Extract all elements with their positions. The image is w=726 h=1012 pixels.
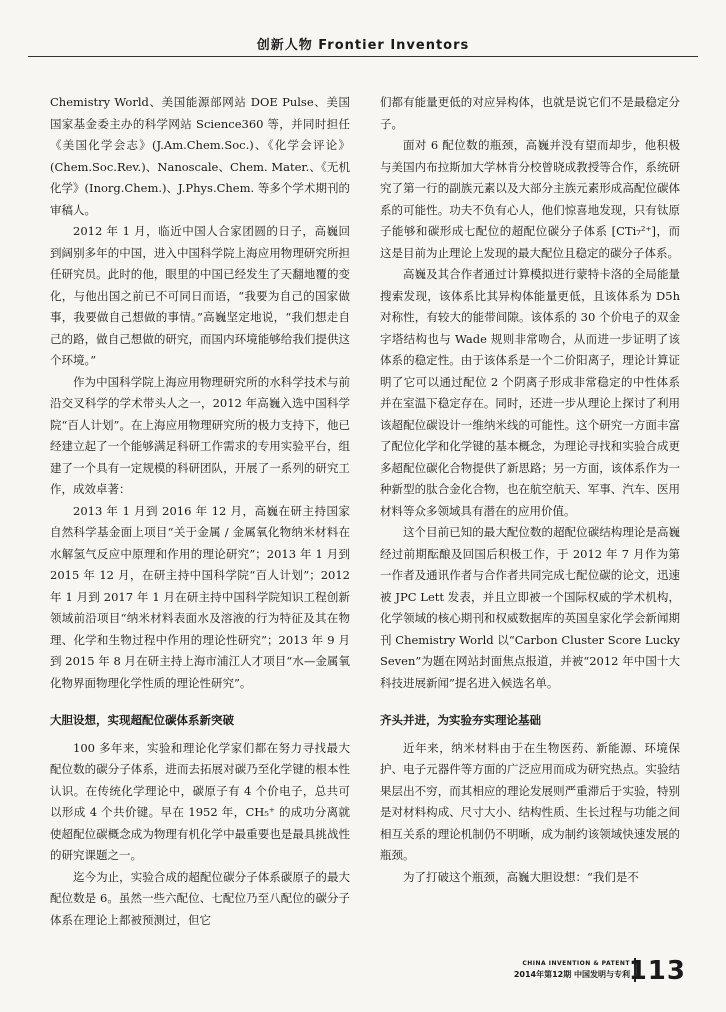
page-number: 113 [628, 956, 686, 986]
paragraph: 作为中国科学院上海应用物理研究所的水科学技术与前沿交叉科学的学术带头人之一，2012 年高巍入选中国科学院“百人计划”。在上海应用物理研究所的极力支持下，他已经建立起了一个能够满足科研工作需求的专用实验平台，组建了一个具有一定规模的科研团队，开展了一系列的研究工作，成效卓著： [50, 374, 350, 496]
section-heading: 齐头并进，为实验夯实理论基础 [380, 713, 541, 727]
right-column [380, 92, 680, 888]
footer-journal-en: CHINA INVENTION & PATENT [522, 960, 630, 967]
paragraph: 们都有能量更低的对应异构体，也就是说它们不是最稳定分子。 [380, 95, 680, 131]
header-rule [28, 56, 698, 57]
paragraph: 为了打破这个瓶颈，高巍大胆设想：“我们是不 [403, 869, 639, 884]
paragraph: 100 多年来，实验和理论化学家们都在努力寻找最大配位数的碳分子体系，进而去拓展对碳乃至化学键的根本性认识。在传统化学理论中，碳原子有 4 个价电子，总共可以形成 4 个共价键。早在 1952 年，CH₅⁺ 的成功分离就使超配位碳概念成为物理有机化学中最重要也是最具挑战性的研究课题之一。 [50, 740, 350, 862]
header-title: 创新人物 Frontier Inventors [256, 38, 470, 53]
paragraph: 2012 年 1 月，临近中国人合家团圆的日子，高巍回到阔别多年的中国，进入中国科学院上海应用物理研究所担任研究员。此时的他，眼里的中国已经发生了天翻地覆的变化，与他出国之前已不可同日而语，“我要为自己的国家做事，我要做自己想做的事情。”高巍坚定地说，“我们想走自己的路，做自己想做的研究，而国内环境能够给我们提供这个环境。” [50, 224, 350, 367]
footer-issue: 2014年第12期 中国发明与专利 [513, 970, 630, 979]
paragraph: Chemistry World、美国能源部网站 DOE Pulse、美国国家基金委主办的科学网站 Science360 等，并同时担任《美国化学会志》(J.Am.Chem.Soc.)、《化学会评论》(Chem.Soc.Rev.)、Nanoscale、Chem. Mater.、《无机化学》(Inorg.Chem.)、J.Phys.Chem. 等多个学术期刊的审稿人。 [50, 95, 350, 217]
paragraph: 面对 6 配位数的瓶颈，高巍并没有望而却步，他积极与美国内布拉斯加大学林肯分校曾晓成教授等合作，系统研究了第一行的副族元素以及大部分主族元素形成高配位碳体系的可能性。功夫不负有心人，他们惊喜地发现，只有钛原子能够和碳形成七配位的超配位碳分子体系 [CTi₇²⁺]，而这是目前为止理论上发现的最大配位且稳定的碳分子体系。 [380, 138, 680, 260]
left-column [50, 92, 350, 931]
paragraph: 迄今为止，实验合成的超配位碳分子体系碳原子的最大配位数是 6。虽然一些六配位、七配位乃至八配位的碳分子体系在理论上都被预测过，但它 [50, 869, 350, 927]
section-heading: 大胆设想，实现超配位碳体系新突破 [50, 713, 234, 727]
page-header [0, 0, 726, 56]
paragraph: 这个目前已知的最大配位数的超配位碳结构理论是高巍经过前期酝酿及回国后积极工作，于 2012 年 7 月作为第一作者及通讯作者与合作者共同完成七配位碳的论文，迅速被 JPC Lett 发表，并且立即被一个国际权威的学术机构，化学领域的核心期刊和权威数据库的英国皇家化学会新闻期刊 Chemistry World 以“Carbon Cluster Score Lucky Seven”为题在网站封面焦点报道，并被“2012 年中国十大科技进展新闻”提名进入候选名单。 [380, 525, 680, 690]
page-footer [446, 956, 686, 996]
paragraph: 近年来，纳米材料由于在生物医药、新能源、环境保护、电子元器件等方面的广泛应用而成为研究热点。实验结果层出不穷，而其相应的理论发展则严重滞后于实验，特别是对材料构成、尺寸大小、结构性质、生长过程与功能之间相互关系的理论机制仍不明晰，成为制约该领域快速发展的瓶颈。 [380, 740, 680, 862]
paragraph: 2013 年 1 月到 2016 年 12 月，高巍在研主持国家自然科学基金面上项目“关于金属 / 金属氧化物纳米材料在水解氢气反应中原理和作用的理论研究”；2013 年 1 月到 2015 年 12 月，在研主持中国科学院“百人计划”；2012 年 1 月到 2017 年 1 月在研主持中国科学院知识工程创新领域前沿项目“纳米材料表面水及溶液的行为特征及其在物理、化学和生物过程中作用的理论性研究”；2013 年 9 月到 2015 年 8 月在研主持上海市浦江人才项目“水—金属氧化物界面物理化学性质的理论性研究”。 [50, 503, 350, 690]
paragraph: 高巍及其合作者通过计算模拟进行蒙特卡洛的全局能量搜索发现，该体系比其异构体能量更低，且该体系为 D5h 对称性，有较大的能带间隙。该体系的 30 个价电子的双金字塔结构也与 Wade 规则非常吻合，从而进一步证明了该体系的稳定性。由于该体系是一个二价阳离子，理论计算证明了它可以通过配位 2 个阴离子形成非常稳定的中性体系并在室温下稳定存在。同时，还进一步从理论上探讨了利用该超配位碳设计一维纳米线的可能性。这个研究一方面丰富了配位化学和化学键的基本概念，为理论寻找和实验合成更多超配位碳化合物提供了新思路；另一方面，该体系作为一种新型的肽合金化合物，也在航空航天、军事、汽车、医用材料等众多领域具有潜在的应用价值。 [380, 267, 680, 518]
